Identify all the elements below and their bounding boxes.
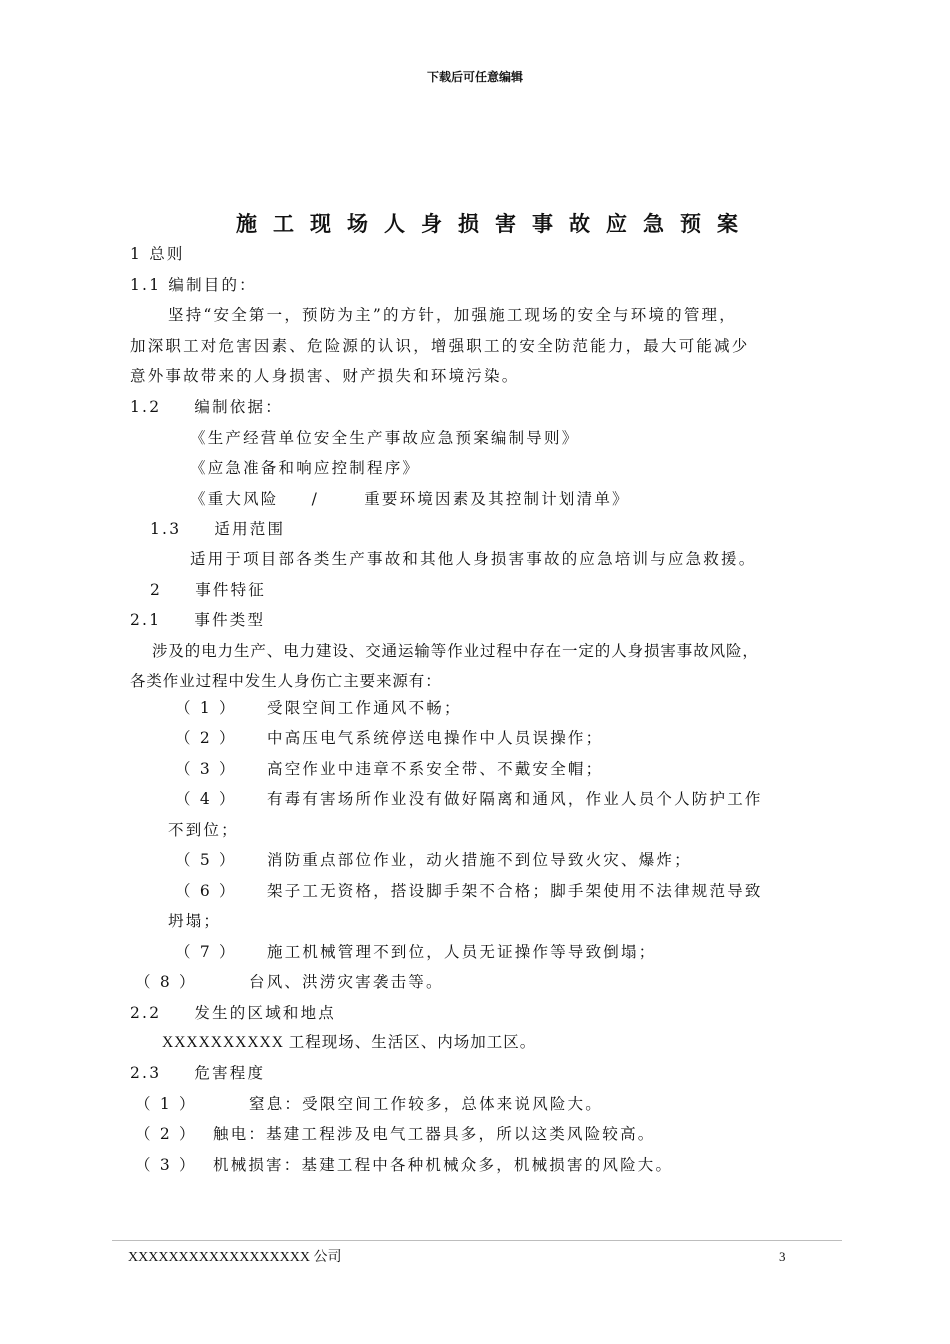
list-text: 架子工无资格，搭设脚手架不合格；脚手架使用不法律规范导致: [267, 882, 763, 900]
subsection-heading: [150, 519, 285, 539]
list-marker: （ 4 ）: [175, 790, 237, 808]
page-header: 下载后可任意编辑: [426, 70, 523, 84]
reference-item: 《生产经营单位安全生产事故应急预案编制导则》: [190, 429, 580, 447]
subsection-title: 编制依据：: [194, 398, 283, 416]
list-marker: （ 3 ）: [135, 1156, 197, 1174]
list-item: [175, 728, 603, 748]
reference-item: [190, 489, 630, 509]
reference-item: 《应急准备和响应控制程序》: [190, 459, 421, 477]
section-heading: [150, 580, 266, 600]
list-item: [175, 789, 763, 809]
paragraph-line: 意外事故带来的人身损害、财产损失和环境污染。: [130, 367, 520, 385]
list-text: 触电：基建工程涉及电气工器具多，所以这类风险较高。: [213, 1125, 656, 1143]
footer-divider: [112, 1240, 842, 1241]
paragraph-line: 坚持“安全第一，预防为主”的方针，加强施工现场的安全与环境的管理，: [168, 306, 737, 324]
paragraph-line: 涉及的电力生产、电力建设、交通运输等作业过程中存在一定的人身损害事故风险，: [152, 642, 759, 660]
list-marker: （ 8 ）: [135, 973, 197, 991]
list-item: [135, 1155, 673, 1175]
footer-company: XXXXXXXXXXXXXXXXXX 公司: [128, 1250, 342, 1265]
list-item: [175, 881, 763, 901]
subsection-heading: [130, 610, 265, 630]
list-marker: （ 2 ）: [175, 729, 237, 747]
subsection-heading: [130, 397, 283, 417]
subsection-number: 2.3: [130, 1064, 162, 1082]
list-text: 中高压电气系统停送电操作中人员误操作；: [267, 729, 604, 747]
list-text: 受限空间工作通风不畅；: [267, 699, 462, 717]
paragraph-line: 适用于项目部各类生产事故和其他人身损害事故的应急培训与应急救援。: [190, 550, 757, 568]
list-text: 施工机械管理不到位，人员无证操作等导致倒塌；: [267, 943, 657, 961]
list-item: [135, 1094, 603, 1114]
list-marker: （ 1 ）: [175, 699, 237, 717]
section-number: 2: [150, 581, 163, 599]
list-marker: （ 1 ）: [135, 1095, 197, 1113]
subsection-number: 2.2: [130, 1004, 162, 1022]
paragraph-line: XXXXXXXXXX 工程现场、生活区、内场加工区。: [162, 1034, 537, 1051]
subsection-number: 2.1: [130, 611, 162, 629]
list-item: [175, 698, 462, 718]
paragraph-line: 加深职工对危害因素、危险源的认识，增强职工的安全防范能力，最大可能减少: [130, 337, 750, 355]
list-item: [135, 1124, 656, 1144]
subsection-heading: [130, 1063, 265, 1083]
list-marker: （ 5 ）: [175, 851, 237, 869]
subsection-title: 危害程度: [194, 1064, 266, 1082]
paragraph-line: 各类作业过程中发生人身伤亡主要来源有：: [130, 672, 442, 690]
list-item-continuation: 不到位；: [168, 821, 239, 839]
reference-part: 《重大风险: [190, 490, 279, 508]
list-marker: （ 2 ）: [135, 1125, 197, 1143]
list-text: 高空作业中违章不系安全带、不戴安全帽；: [267, 760, 604, 778]
list-text: 有毒有害场所作业没有做好隔离和通风，作业人员个人防护工作: [267, 790, 763, 808]
section-heading: 1 总则: [130, 245, 185, 263]
list-marker: （ 7 ）: [175, 943, 237, 961]
subsection-title: 发生的区域和地点: [194, 1004, 337, 1022]
list-marker: （ 6 ）: [175, 882, 237, 900]
subsection-title: 适用范围: [214, 520, 286, 538]
reference-separator: /: [311, 490, 320, 508]
list-text: 消防重点部位作业，动火措施不到位导致火灾、爆炸；: [267, 851, 692, 869]
subsection-number: 1.2: [130, 398, 162, 416]
subsection-heading: [130, 1003, 336, 1023]
subsection-number: 1.3: [150, 520, 182, 538]
list-marker: （ 3 ）: [175, 760, 237, 778]
list-text: 窒息：受限空间工作较多，总体来说风险大。: [249, 1095, 604, 1113]
list-item: [175, 850, 692, 870]
list-text: 机械损害：基建工程中各种机械众多，机械损害的风险大。: [213, 1156, 674, 1174]
list-text: 台风、洪涝灾害袭击等。: [249, 973, 444, 991]
subsection-title: 事件类型: [194, 611, 266, 629]
subsection-heading: 1.1 编制目的：: [130, 276, 257, 294]
list-item: [175, 942, 656, 962]
reference-part: 重要环境因素及其控制计划清单》: [364, 490, 630, 508]
section-title: 事件特征: [195, 581, 267, 599]
list-item: [175, 759, 603, 779]
document-title: 施工现场人身损害事故应急预案: [236, 212, 754, 236]
list-item-continuation: 坍塌；: [168, 912, 222, 930]
page-number: 3: [779, 1249, 786, 1264]
list-item: [135, 972, 444, 992]
